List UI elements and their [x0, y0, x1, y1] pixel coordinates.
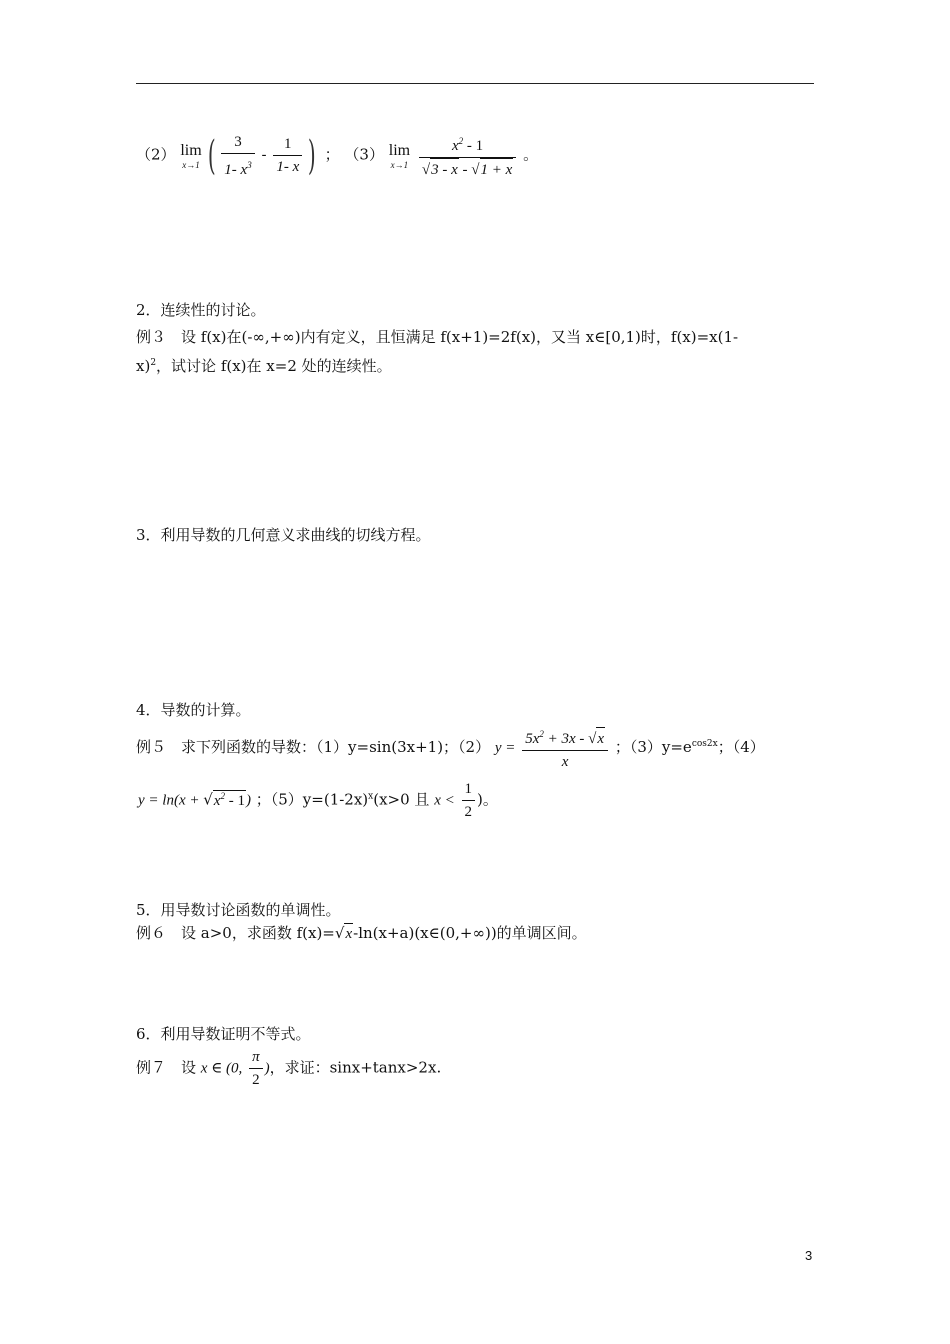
item3-label: （3）	[344, 145, 384, 164]
item3-lim: lim x→1	[388, 141, 411, 170]
section3-heading: 3．利用导数的几何意义求曲线的切线方程。	[136, 526, 431, 544]
ex7-pi-frac: $\frac{\pi}{2}$	[249, 1046, 263, 1091]
item3-frac: $\frac{x^2 - 1}{√3 - x - √1 + x}$	[419, 130, 516, 181]
item2-lim: lim x→1	[180, 141, 202, 170]
item2-frac1: $\frac{3}{1- x^3}$	[221, 131, 254, 181]
section5-heading: 5．用导数讨论函数的单调性。	[136, 901, 341, 919]
example7-line: 例７ 设 x ∈ (0, $\frac{\pi}{2}$ )，求证：sinx+tanx>2x.	[136, 1046, 441, 1091]
example5-line2: $y = \ln(x + √x^2 - 1)$ ；$(5)y=(1-2x)^x(x>0$ 且 x < $\frac{1}{2}$ )。	[138, 778, 498, 823]
item2-label: （2）	[136, 145, 176, 164]
section2-heading: 2．连续性的讨论。	[136, 301, 266, 319]
example6-line: 例６ 设 a>0，求函数 f(x)=√x-ln(x+a)(x∈(0,+∞))的单调区间。	[136, 924, 587, 942]
limit-problems-line: （2） lim x→1 ( $\frac{3}{1- x^3}$ - $\frac{1}{1- x}$ ) ； （3） lim x→1 $\frac{x^2 - 1}{√3 - x - √1 + x}$ 。	[136, 130, 538, 181]
ex5-half-frac: $\frac{1}{2}$	[462, 778, 476, 823]
header-rule	[136, 83, 814, 84]
example5-line1: 例５ 求下列函数的导数：（1）y=sin(3x+1)；（2） y = $\frac{5x^2 + 3x - √x}{x}$ ；$(3)y=e^{cos2x}$；（4）	[136, 723, 765, 773]
ex5-frac: $\frac{5x^2 + 3x - √x}{x}$	[522, 723, 608, 773]
section4-heading: 4．导数的计算。	[136, 701, 251, 719]
example3-line2: x)$^2$，试讨论 f(x)在 x=2 处的连续性。	[136, 357, 392, 375]
page-number: 3	[805, 1248, 813, 1263]
example3-line1: 例３ 设 f(x)在(-∞,+∞)内有定义，且恒满足 f(x+1)=2f(x)，又当 x∈[0,1)时，f(x)=x(1-	[136, 328, 739, 346]
section6-heading: 6．利用导数证明不等式。	[136, 1025, 311, 1043]
item2-frac2: $\frac{1}{1- x}$	[273, 133, 302, 178]
